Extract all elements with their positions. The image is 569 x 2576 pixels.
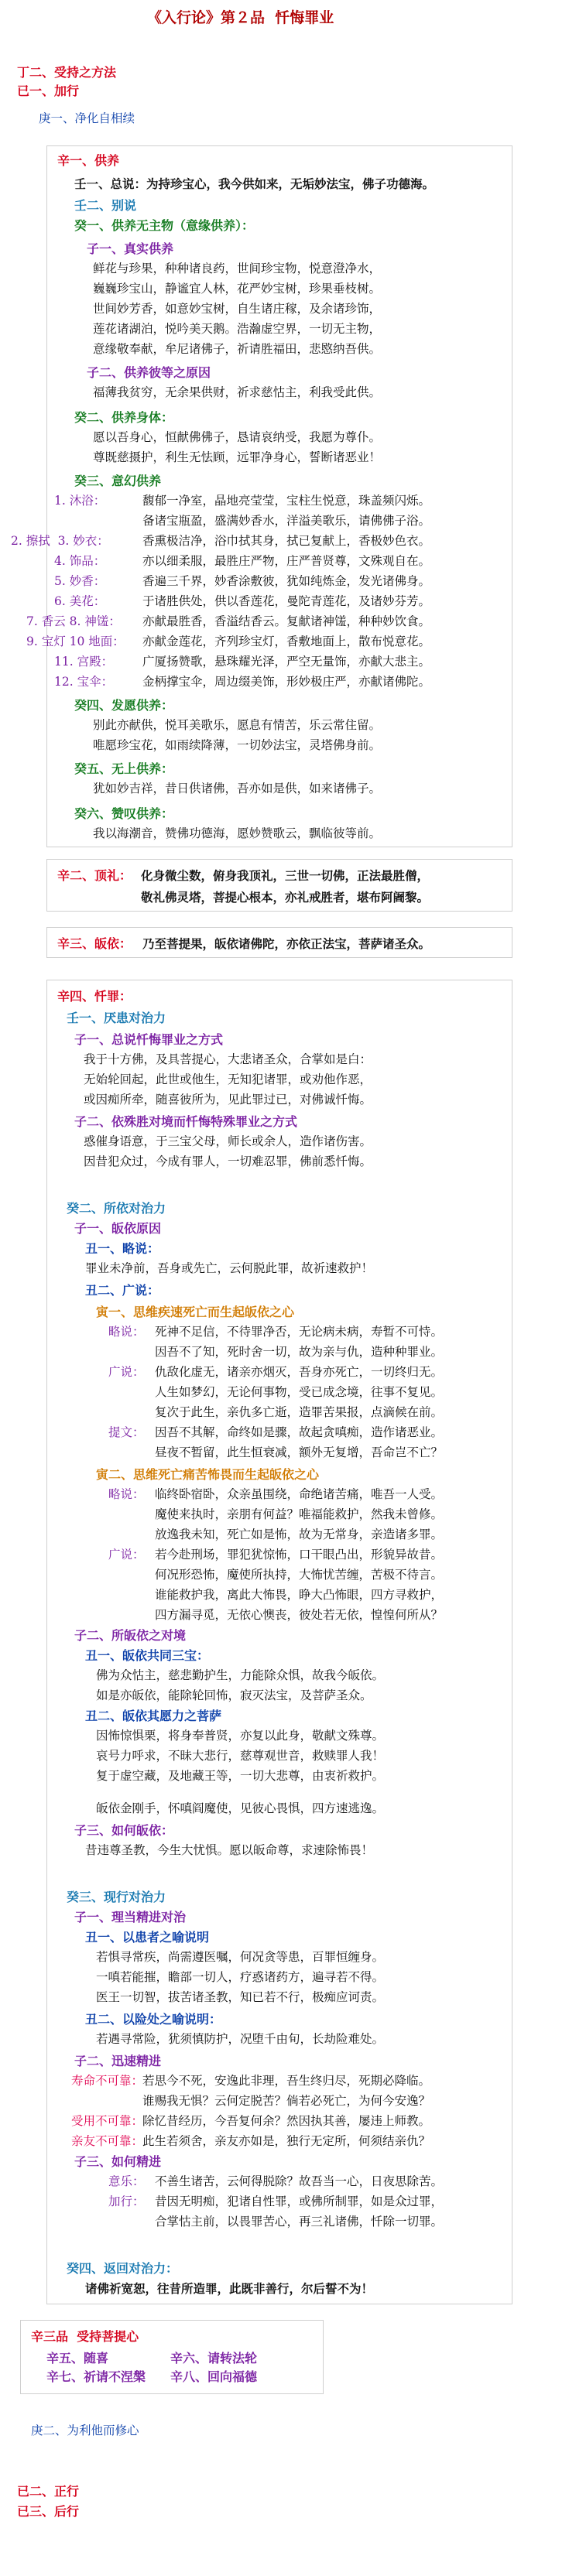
verse-line: 别此亦献供，悦耳美歌乐，愿息有情苦，乐云常住留。: [93, 718, 382, 732]
outline-heading: 丑二、广说：: [85, 1283, 160, 1298]
verse-line: 死神不足信，不待罪净否，无论病未病，寿暂不可恃。: [155, 1325, 444, 1339]
outline-heading: 壬一、厌患对治力: [67, 1011, 166, 1025]
verse-line: 四方漏寻觅，无依心懊丧，彼处若无依，惶惶何所从？: [155, 1608, 444, 1622]
verse-line: 2. 擦拭 3. 妙衣：: [11, 534, 109, 548]
verse-line: 不善生诸苦，云何得脱除？故吾当一心，日夜思除苦。: [155, 2174, 444, 2188]
outline-heading: 癸三、意幻供养: [74, 474, 162, 488]
outline-heading: 辛六、请转法轮: [170, 2351, 258, 2366]
outline-heading: 丑二、以险处之喻说明：: [85, 2012, 222, 2027]
verse-line: 诸佛祈宽恕，往昔所造罪，此既非善行，尔后誓不为！: [85, 2281, 374, 2296]
verse-line: 无始轮回起，此世或他生，无知犯诸罪，或劝他作恶，: [84, 1072, 372, 1086]
outline-heading: 子三、如何精进: [74, 2154, 162, 2169]
verse-line: 皈依金刚手，怀嗔阎魔使，见彼心畏惧，四方速逃逸。: [96, 1801, 385, 1815]
verse-line: 仇敌化虚无，诸亲亦烟灭，吾身亦死亡，一切终归无。: [155, 1365, 444, 1379]
verse-line: 因昔犯众过，今成有罪人，一切难忍罪，佛前悉忏悔。: [84, 1155, 372, 1168]
outline-heading: 丑一、皈依共同三宝：: [85, 1648, 210, 1663]
outline-heading: 子一、真实供养: [87, 241, 174, 256]
outline-heading: 癸三、现行对治力: [67, 1890, 166, 1904]
verse-line: 因吾不了知，死时舍一切，故为亲与仇，造种种罪业。: [155, 1345, 444, 1359]
verse-line: 乃至菩提果，皈依诸佛陀，亦依正法宝，菩萨诸圣众。: [142, 936, 431, 951]
verse-line: 4. 饰品：: [54, 554, 106, 568]
outline-heading: 寅一、思维疾速死亡而生起皈依之心: [96, 1305, 295, 1319]
outline-heading: 子一、皈依原因: [74, 1221, 162, 1236]
verse-line: 略说：: [108, 1487, 145, 1501]
verse-line: 昔因无明痴，犯诸自性罪，或佛所制罪，如是众过罪，: [155, 2195, 444, 2208]
verse-line: 复次于此生，亲仇多亡逝，造罪苦果报，点滴候在前。: [155, 1405, 444, 1419]
verse-line: 1. 沐浴：: [54, 494, 106, 508]
verse-line: 医王一切智，拔苦诸圣教，知已若不行，极痴应诃责。: [96, 1990, 385, 2004]
verse-line: 世间妙芳香，如意妙宝树，自生诸庄稼，及余诸珍饰，: [93, 302, 382, 316]
outline-heading: 子二、迅速精进: [74, 2054, 162, 2068]
verse-line: 敬礼佛灵塔，菩提心根本，亦礼戒胜者，堪布阿阇黎。: [141, 890, 430, 905]
outline-heading: 子一、总说忏悔罪业之方式: [74, 1032, 224, 1047]
verse-line: 香熏极洁净，浴巾拭其身，拭已复献上，香极妙色衣。: [142, 534, 431, 548]
verse-line: 莲花诸湖泊，悦吟美天鹅。浩瀚虚空界，一切无主物，: [93, 322, 382, 336]
verse-line: 罪业未净前，吾身或先亡，云何脱此罪，故祈速救护！: [85, 1261, 374, 1275]
outline-heading: 辛三、皈依：: [57, 936, 132, 951]
verse-line: 寿命不可靠：: [71, 2074, 144, 2088]
outline-heading: 子二、所皈依之对境: [74, 1628, 187, 1643]
outline-heading: 癸四、发愿供养：: [74, 698, 174, 713]
verse-line: 若今赴刑场，罪犯犹惊怖，口干眼凸出，形貌异故昔。: [155, 1548, 444, 1562]
document-title: 《入行论》第２品 忏悔罪业: [147, 9, 334, 26]
verse-line: 11. 宫殿：: [54, 655, 114, 669]
verse-line: 广说：: [108, 1365, 145, 1379]
outline-heading: 丁二、受持之方法: [17, 65, 117, 80]
verse-line: 魔使来执时，亲朋有何益？唯福能救护，然我未曾修。: [155, 1507, 444, 1521]
verse-line: 此生若须舍，亲友亦如是，独行无定所，何须结亲仇？: [142, 2134, 431, 2148]
outline-heading: 辛二、顶礼：: [57, 868, 132, 883]
verse-line: 我以海潮音，赞佛功德海，愿妙赞歌云，飘临彼等前。: [93, 826, 382, 840]
verse-line: 昔违尊圣教，今生大忧惧。愿以皈命尊，求速除怖畏！: [85, 1843, 374, 1857]
verse-line: 馥郁一净室，晶地亮莹莹，宝柱生悦意，珠盖频闪烁。: [142, 494, 431, 508]
verse-line: 7. 香云 8. 神馐：: [26, 614, 121, 628]
verse-line: 于诸胜供处，供以香莲花，曼陀青莲花，及诸妙芬芳。: [142, 594, 431, 608]
verse-line: 备诸宝瓶盈，盛满妙香水，洋溢美歌乐，请佛佛子浴。: [142, 514, 431, 528]
outline-heading: 癸五、无上供养：: [74, 761, 174, 776]
outline-heading: 丑一、略说：: [85, 1241, 160, 1256]
verse-line: 9. 宝灯 10 地面：: [26, 635, 125, 648]
verse-line: 加行：: [108, 2195, 145, 2208]
verse-line: 巍巍珍宝山，静谧宜人林，花严妙宝树，珍果垂枝树。: [93, 282, 382, 296]
outline-heading: 辛八、回向福德: [170, 2369, 258, 2384]
verse-line: 放逸我未知，死亡如是怖，故为无常身，亲造诸多罪。: [155, 1527, 444, 1541]
outline-heading: 癸六、赞叹供养：: [74, 806, 174, 821]
verse-line: 除忆昔经历，今吾复何余？然因执其善，屡违上师教。: [142, 2114, 431, 2128]
verse-line: 尊既慈摄护，利生无怯顾，远罪净身心，誓断诸恶业！: [93, 450, 382, 464]
verse-line: 亲友不可靠：: [71, 2134, 144, 2148]
verse-line: 我于十方佛，及具菩提心，大悲诸圣众，合掌如是白：: [84, 1052, 372, 1066]
verse-line: 如是亦皈依，能除轮回怖，寂灭法宝，及菩萨圣众。: [96, 1688, 372, 1702]
verse-line: 若思今不死，安逸此非理，吾生终归尽，死期必降临。: [142, 2074, 431, 2088]
verse-line: 唯愿珍宝花，如雨续降薄，一切妙法宝，灵塔佛身前。: [93, 738, 382, 752]
outline-heading: 辛三品 受持菩提心: [31, 2329, 139, 2344]
verse-line: 6. 美花：: [54, 594, 106, 608]
verse-line: 亦献最胜香，香溢结香云。复献诸神馐，种种妙饮食。: [142, 614, 431, 628]
verse-line: 略说：: [108, 1325, 145, 1339]
verse-line: 复于虚空藏，及地藏王等，一切大悲尊，由衷祈救护。: [96, 1769, 385, 1783]
verse-line: 庚一、净化自相续: [39, 111, 135, 125]
verse-line: 佛为众怙主，慈悲勤护生，力能除众惧，故我今皈依。: [96, 1668, 385, 1682]
verse-line: 广厦扬赞歌，悬珠耀光泽，严空无量饰，亦献大悲主。: [142, 655, 431, 669]
verse-line: 意缘敬奉献，牟尼诸佛子，祈请胜福田，悲愍纳吾供。: [93, 342, 382, 356]
verse-line: 亦献金莲花，齐列珍宝灯，香敷地面上，散布悦意花。: [142, 635, 431, 648]
verse-line: 因吾不其解，命终如是骤，故起贪嗔痴，造作诸恶业。: [155, 1425, 444, 1439]
verse-line: 受用不可靠：: [71, 2114, 144, 2128]
verse-line: 若遇寻常险，犹须慎防护，况堕千由旬，长劫险难处。: [96, 2032, 385, 2046]
outline-heading: 子一、理当精进对治: [74, 1910, 187, 1924]
outline-heading: 子三、如何皈依：: [74, 1823, 174, 1838]
verse-line: 一嗔若能摧，瞻部一切人，疗惑诸药方，遍寻若不得。: [96, 1970, 385, 1984]
outline-heading: 已二、正行: [17, 2484, 80, 2499]
verse-line: 化身微尘数，俯身我顶礼，三世一切佛，正法最胜僧，: [141, 868, 430, 883]
outline-heading: 已三、后行: [17, 2504, 80, 2519]
outline-heading: 已一、加行: [17, 84, 80, 98]
verse-line: 谁赐我无惧？云何定脱苦？倘若必死亡，为何今安逸？: [142, 2094, 431, 2108]
verse-line: 提文：: [108, 1425, 145, 1439]
verse-line: 人生如梦幻，无论何事物，受已成念境，往事不复见。: [155, 1385, 444, 1399]
outline-heading: 辛四、忏罪：: [57, 989, 132, 1004]
outline-heading: 辛五、随喜: [46, 2351, 109, 2366]
verse-line: 福薄我贫穷，无余果供财，祈求慈怙主，利我受此供。: [93, 385, 382, 399]
verse-line: 5. 妙香：: [54, 574, 106, 588]
verse-line: 谁能救护我，离此大怖畏，睁大凸怖眼，四方寻救护，: [155, 1588, 444, 1602]
outline-heading: 丑一、以患者之喻说明: [85, 1930, 210, 1945]
verse-line: 庚二、为利他而修心: [31, 2424, 139, 2437]
verse-line: 亦以细柔服，最胜庄严物，庄严普贤尊，文殊观自在。: [142, 554, 431, 568]
outline-heading: 癸四、返回对治力：: [67, 2261, 179, 2276]
verse-line: 合掌怙主前，以畏罪苦心，再三礼诸佛，忏除一切罪。: [155, 2215, 444, 2229]
outline-heading: 子二、依殊胜对境而忏悔特殊罪业之方式: [74, 1114, 298, 1129]
outline-heading: 寅二、思维死亡痛苦怖畏而生起皈依之心: [96, 1467, 320, 1482]
verse-line: 广说：: [108, 1548, 145, 1562]
verse-line: 香遍三千界，妙香涂敷彼，犹如纯炼金，发光诸佛身。: [142, 574, 431, 588]
outline-heading: 辛一、供养: [57, 153, 120, 168]
verse-line: 何况形恐怖，魔使所执持，大怖忧苦缠，苦极不待言。: [155, 1568, 444, 1582]
outline-heading: 癸二、供养身体：: [74, 410, 174, 425]
outline-heading: 辛七、祈请不涅槃: [46, 2369, 146, 2384]
outline-heading: 丑二、皈依其愿力之菩萨: [85, 1709, 222, 1723]
verse-line: 或因痴所牵，随喜彼所为，见此罪过已，对佛诚忏悔。: [84, 1093, 372, 1107]
verse-line: 壬一、总说：为持珍宝心，我今供如来，无垢妙法宝，佛子功德海。: [74, 176, 435, 191]
verse-line: 鲜花与珍果，种种诸良药，世间珍宝物，悦意澄净水，: [93, 262, 382, 275]
verse-line: 临终卧宿卧，众亲虽围绕，命绝诸苦痛，唯吾一人受。: [155, 1487, 444, 1501]
outline-heading: 壬二、别说: [74, 198, 137, 213]
verse-line: 意乐：: [108, 2174, 145, 2188]
verse-line: 犹如妙吉祥，昔日供诸佛，吾亦如是供，如来诸佛子。: [93, 782, 382, 795]
verse-line: 因怖惊惧栗，将身奉普贤，亦复以此身，敬献文殊尊。: [96, 1729, 385, 1743]
verse-line: 哀号力呼求，不昧大悲行，慈尊观世音，救赎罪人我！: [96, 1749, 385, 1763]
outline-heading: 癸二、所依对治力: [67, 1201, 166, 1216]
verse-line: 金柄撑宝伞，周边缀美饰，形妙极庄严，亦献诸佛陀。: [142, 675, 431, 689]
outline-heading: 癸一、供养无主物（意缘供养）：: [74, 218, 255, 233]
verse-line: 若惧寻常疾，尚需遵医嘱，何况贪等患，百罪恒缠身。: [96, 1950, 385, 1964]
outline-heading: 子二、供养彼等之原因: [87, 365, 211, 380]
verse-line: 昼夜不暂留，此生恒衰减，额外无复增，吾命岂不亡？: [155, 1445, 444, 1459]
verse-line: 12. 宝伞：: [54, 675, 114, 689]
verse-line: 惑催身语意，于三宝父母，师长或余人，造作诸伤害。: [84, 1134, 372, 1148]
verse-line: 愿以吾身心，恒献佛佛子，恳请哀纳受，我愿为尊仆。: [93, 430, 382, 444]
